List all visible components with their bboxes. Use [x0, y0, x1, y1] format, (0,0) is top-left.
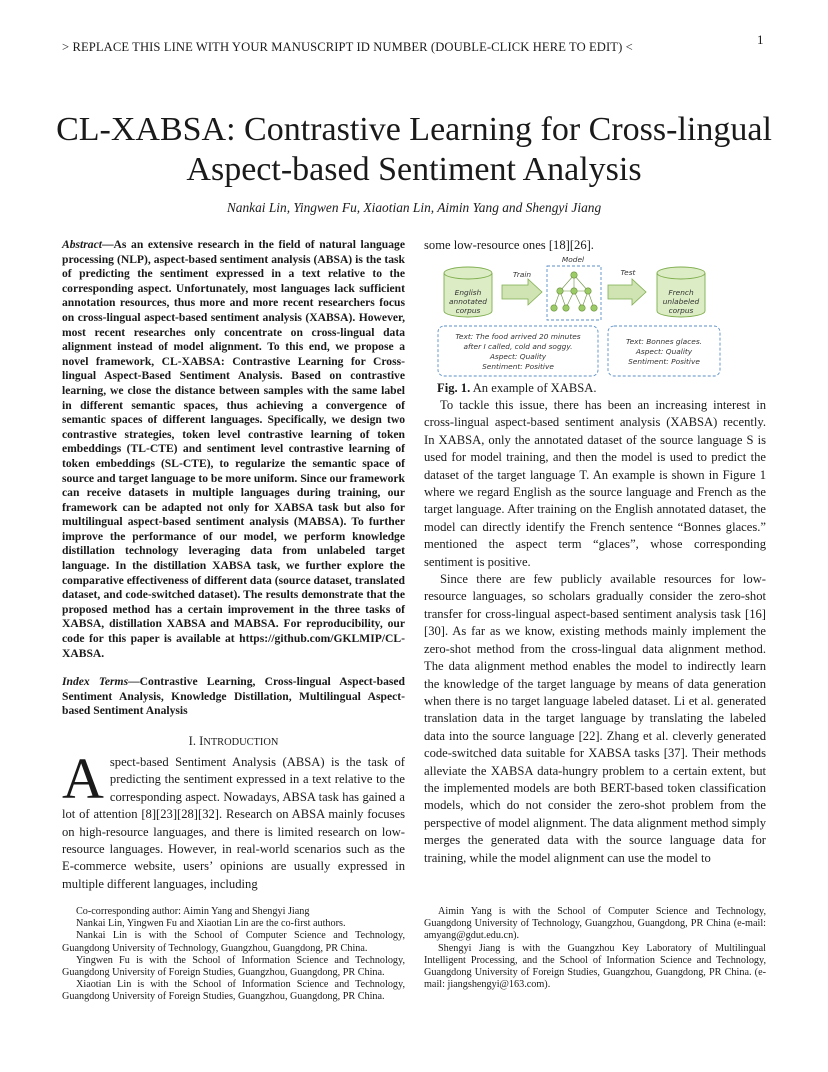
french-corpus-line-2: unlabeled	[662, 297, 700, 306]
right-column-body	[424, 397, 766, 867]
model-box	[547, 255, 601, 320]
footnote: Xiaotian Lin is with the School of Information Science and Technology, Guangdong University of Foreign Studies, Guangzhou, Guangdong, PR China.	[62, 979, 405, 1003]
english-corpus-cylinder	[444, 267, 492, 317]
drop-cap: A	[62, 746, 104, 811]
paragraph: To tackle this issue, there has been an increasing interest in cross-lingual aspect-based sentiment analysis (XABSA) recently. In XABSA, only the annotated dataset of the source language S is used for model training, and then the model is used to predict the dataset of the target language T. An example is shown in Figure 1 where we regard English as the source language and French as the target language. After training on the English annotated dataset, the model can directly identify the French sentence “Bonnes glaces.” mentioned the aspect term “glaces”, whose corresponding sentiment is positive.	[424, 398, 766, 569]
figure-1-diagram	[436, 253, 766, 379]
paragraph: Since there are few publicly available resources for low-resource languages, so scholars gradually consider the zero-shot transfer for cross-lingual aspect-based sentiment analysis task [16][30]. As far as we know, existing methods mainly implement the zero-shot method from the cross-lingual data alignment method. The data alignment method enables the model to indirectly learn the knowledge of the target language by means of data generation when there is no target language labeled dataset. Li et al. generated translation data in the target language by translating the labeled data into the source language [22]. Zhang et al. cleverly generated code-switched data suitable for XABSA tasks [37]. Their methods alleviate the XABSA data-hungry problem to a certain extent, but the implemented models are both BERT-based token classification models, which do not consider the zero-shot problem from the perspective of model alignment. The data alignment method simply merges the generated data with the source language data for training, while the model alignment can use the model to	[424, 572, 766, 865]
abstract-lead: Abstract	[62, 238, 102, 251]
footnote: Yingwen Fu is with the School of Information Science and Technology, Guangdong University of Foreign Studies, Guangzhou, Guangdong, PR China.	[62, 954, 405, 979]
author-list: Nankai Lin, Yingwen Fu, Xiaotian Lin, Aimin Yang and Shengyi Jiang	[226, 200, 602, 215]
english-example-line: Aspect: Quality	[489, 352, 547, 361]
english-corpus-line-2: annotated	[449, 297, 487, 306]
train-label: Train	[512, 270, 532, 279]
index-terms-text: Contrastive Learning, Cross-lingual Aspect-based Sentiment Analysis, Knowledge Distillation, Multilingual Aspect-based Sentiment Analysis	[62, 675, 405, 718]
french-example-line: Sentiment: Positive	[628, 357, 700, 366]
figure-caption-text: An example of XABSA.	[470, 381, 597, 395]
introduction-paragraph	[62, 746, 405, 893]
footnote: Co-corresponding author: Aimin Yang and Shengyi Jiang	[76, 906, 310, 917]
french-corpus-line-1: French	[668, 288, 694, 297]
english-example-line: Sentiment: Positive	[482, 362, 554, 371]
french-corpus-cylinder	[657, 267, 705, 317]
index-terms-dash: —	[128, 675, 140, 688]
abstract-dash: —	[101, 238, 114, 251]
french-example-box	[608, 326, 720, 376]
french-corpus-line-3: corpus	[668, 306, 694, 315]
introduction-text: spect-based Sentiment Analysis (ABSA) is the task of predicting the sentiment expressed in a text relative to the corresponding aspect. Nowadays, ABSA task has gained a lot of attention [8][23][28][32]. Research on ABSA mainly focuses on high-resource languages, and there is limited research on low-resource languages. However, in real-world scenarios such as the E-commerce website, users’ opinions are usually expressed in multiple different languages, including	[62, 755, 405, 891]
index-terms-lead: Index Terms	[62, 675, 129, 688]
paper-title	[0, 110, 828, 190]
english-example-line: Text: The food arrived 20 minutes	[455, 332, 581, 341]
title-line-1: CL-XABSA: Contrastive Learning for Cross-lingual	[56, 111, 772, 148]
test-label: Test	[620, 268, 636, 277]
section-heading-introduction	[62, 734, 405, 749]
french-example-line: Aspect: Quality	[635, 347, 693, 356]
french-example-line: Text: Bonnes glaces.	[625, 337, 703, 346]
model-label: Model	[561, 255, 585, 264]
footnotes-left	[62, 906, 405, 1004]
manuscript-id-header: > REPLACE THIS LINE WITH YOUR MANUSCRIPT ID NUMBER (DOUBLE-CLICK HERE TO EDIT) <	[62, 40, 633, 54]
footnote: Nankai Lin, Yingwen Fu and Xiaotian Lin are the co-first authors.	[76, 918, 346, 930]
english-corpus-line-1: English	[454, 288, 482, 297]
figure-caption	[437, 381, 597, 396]
train-arrow	[502, 270, 542, 305]
footnote: Nankai Lin is with the School of Computer Science and Technology, Guangdong University of Technology, Guangzhou, Guangdong, PR China.	[62, 930, 405, 954]
section-name: NTRODUCTION	[203, 737, 279, 748]
figure-caption-label: Fig. 1.	[437, 381, 471, 395]
footnote: Shengyi Jiang is with the Guangzhou Key Laboratory of Multilingual Intelligent Processing, and the School of Information Science and Technology, Guangdong University of Foreign Studies, Guangzhou, Guangdong, PR China. (e-mail: jiangshengyi@163.com).	[424, 942, 766, 991]
section-numeral: I. I	[188, 734, 204, 748]
right-column-opening-text: some low-resource ones [18][26].	[424, 238, 594, 252]
abstract	[62, 238, 405, 661]
english-example-line: after I called, cold and soggy.	[463, 342, 573, 351]
title-line-2: Aspect-based Sentiment Analysis	[186, 151, 642, 188]
test-arrow	[608, 268, 646, 305]
page-number: 1	[757, 32, 764, 47]
english-example-box	[438, 326, 598, 376]
footnote: Aimin Yang is with the School of Computer Science and Technology, Guangdong University of Technology, Guangzhou, Guangdong, PR China (e-mail: amyang@gdut.edu.cn).	[424, 906, 766, 942]
english-corpus-line-3: corpus	[455, 306, 481, 315]
footnotes-right	[424, 906, 766, 991]
abstract-text: As an extensive research in the field of natural language processing (NLP), aspect-based sentiment analysis (ABSA) is the task of predicting the sentiment expressed in a text relative to the corresponding aspect. Unfortunately, most languages lack sufficient annotation resources, thus more and more recent researchers focus on cross-lingual aspect-based sentiment analysis (XABSA). However, most recent researches only concentrate on cross-lingual data alignment instead of model alignment. To this end, we propose a novel framework, CL-XABSA: Contrastive Learning for Cross-lingual Aspect-Based Sentiment Analysis. Based on contrastive learning, we close the distance between samples with the same label in different semantic spaces, thus achieving a convergence of semantic spaces of different languages. Specifically, we design two contrastive strategies, token level contrastive learning of token embeddings (TL-CTE) and sentiment level contrastive learning of token embeddings (SL-CTE), to regularize the semantic space of source and target language to be more uniform. Since our framework can receive datasets in multiple languages during training, our framework can be adapted not only for XABSA task but also for multilingual aspect-based sentiment analysis (MABSA). To further improve the performance of our model, we perform knowledge distillation technology leveraging data from unlabeled target language. In the distillation XABSA task, we further explore the comparative effectiveness of different data (source dataset, translated dataset, and code-switched dataset). The results demonstrate that the proposed method has a certain improvement in the three tasks of XABSA, distillation XABSA and MABSA. For reproducibility, our code for this paper is available at https://github.com/GKLMIP/CL-XABSA.	[62, 238, 405, 660]
index-terms	[62, 675, 405, 719]
